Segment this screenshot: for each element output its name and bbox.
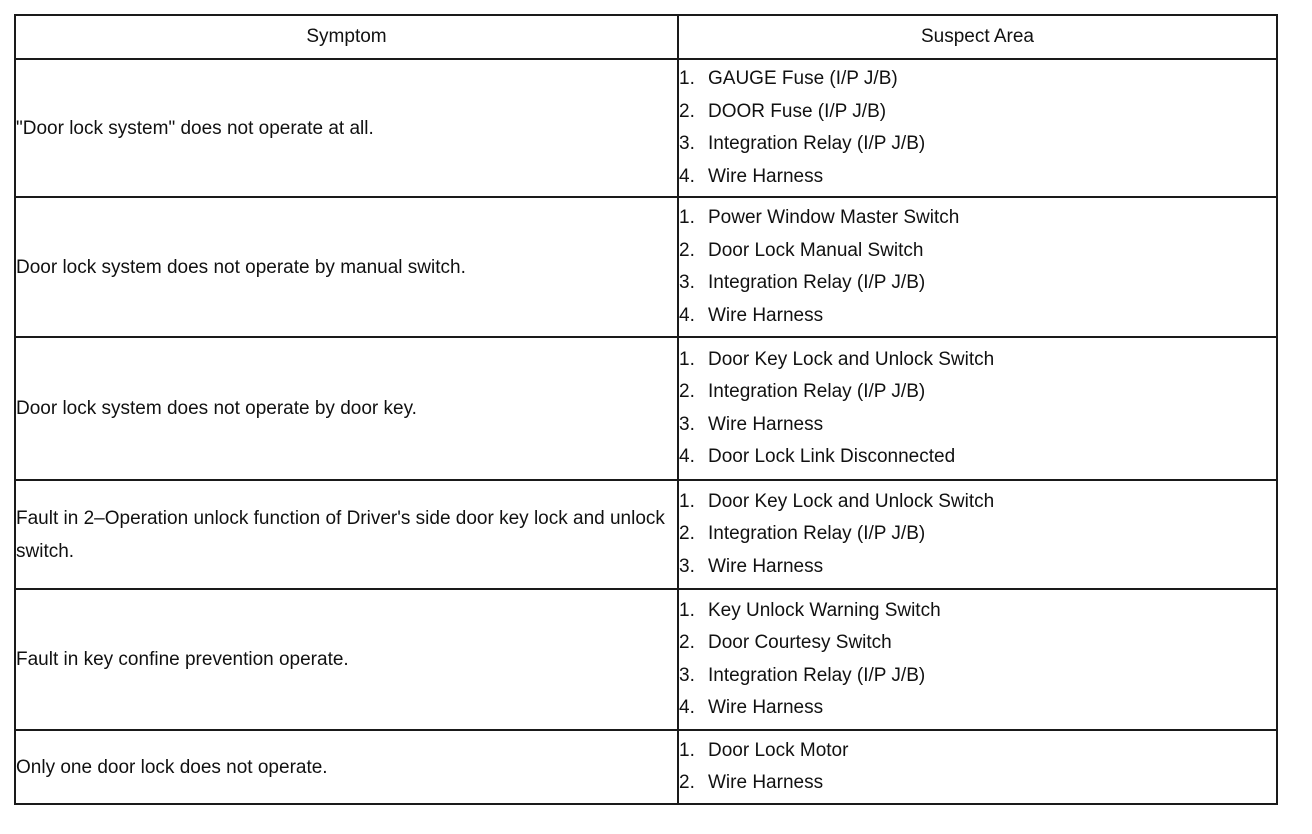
item-text: Power Window Master Switch	[708, 207, 960, 228]
item-number: 2.	[679, 772, 695, 793]
list-item	[679, 409, 1276, 442]
item-text: Integration Relay (I/P J/B)	[708, 523, 926, 545]
item-text: Integration Relay (I/P J/B)	[708, 381, 926, 402]
suspect-area-list	[679, 595, 1276, 725]
item-number: 2.	[679, 239, 695, 261]
item-text: DOOR Fuse (I/P J/B)	[708, 100, 887, 122]
item-text: Door Key Lock and Unlock Switch	[708, 348, 995, 370]
symptom-cell: Fault in key confine prevention operate.	[15, 589, 678, 730]
list-item	[679, 376, 1276, 409]
item-text: Wire Harness	[708, 772, 824, 793]
item-text: Key Unlock Warning Switch	[708, 599, 941, 621]
item-text: Integration Relay (I/P J/B)	[708, 133, 926, 154]
item-text: Door Lock Motor	[708, 739, 849, 761]
suspect-area-cell	[678, 337, 1277, 480]
suspect-area-cell	[678, 730, 1277, 804]
item-number: 2.	[679, 632, 695, 653]
list-item	[679, 161, 1276, 194]
item-text: Wire Harness	[708, 413, 824, 435]
list-item	[679, 595, 1276, 628]
item-text: Wire Harness	[708, 165, 824, 187]
symptom-cell: "Door lock system" does not operate at all.	[15, 59, 678, 197]
troubleshooting-table	[14, 14, 1278, 805]
item-number: 1.	[679, 739, 695, 761]
list-item	[679, 235, 1276, 268]
symptom-cell: Door lock system does not operate by manual switch.	[15, 197, 678, 337]
list-item	[679, 486, 1276, 519]
item-number: 4.	[679, 304, 695, 326]
list-item	[679, 551, 1276, 584]
suspect-area-list	[679, 735, 1276, 800]
list-item	[679, 692, 1276, 725]
item-number: 3.	[679, 272, 695, 293]
item-text: Wire Harness	[708, 697, 824, 718]
symptom-cell: Only one door lock does not operate.	[15, 730, 678, 804]
item-number: 1.	[679, 348, 695, 370]
list-item	[679, 344, 1276, 377]
symptom-cell: Fault in 2–Operation unlock function of Driver's side door key lock and unlock switch.	[15, 480, 678, 589]
suspect-area-list	[679, 344, 1276, 474]
symptom-column-header: Symptom	[15, 15, 678, 59]
item-text: Integration Relay (I/P J/B)	[708, 272, 926, 293]
list-item	[679, 267, 1276, 300]
item-number: 1.	[679, 490, 695, 512]
item-number: 3.	[679, 555, 695, 577]
table-row	[15, 480, 1277, 589]
item-number: 1.	[679, 207, 695, 228]
item-text: Door Lock Link Disconnected	[708, 446, 956, 467]
item-text: Door Key Lock and Unlock Switch	[708, 490, 995, 512]
suspect-area-cell	[678, 59, 1277, 197]
item-number: 1.	[679, 68, 695, 89]
table-row	[15, 59, 1277, 197]
item-text: Door Lock Manual Switch	[708, 239, 924, 261]
suspect-area-cell	[678, 589, 1277, 730]
list-item	[679, 518, 1276, 551]
item-text: Integration Relay (I/P J/B)	[708, 664, 926, 686]
item-number: 2.	[679, 381, 695, 402]
list-item	[679, 202, 1276, 235]
list-item	[679, 767, 1276, 800]
table-row	[15, 337, 1277, 480]
list-item	[679, 660, 1276, 693]
list-item	[679, 96, 1276, 129]
suspect-area-cell	[678, 480, 1277, 589]
table-row	[15, 730, 1277, 804]
suspect-area-list	[679, 202, 1276, 332]
table-header-row	[15, 15, 1277, 59]
suspect-area-list	[679, 486, 1276, 584]
list-item	[679, 735, 1276, 768]
list-item	[679, 627, 1276, 660]
symptom-cell: Door lock system does not operate by door key.	[15, 337, 678, 480]
item-text: GAUGE Fuse (I/P J/B)	[708, 68, 898, 89]
item-number: 4.	[679, 697, 695, 718]
item-text: Wire Harness	[708, 555, 824, 577]
item-text: Wire Harness	[708, 304, 824, 326]
item-text: Door Courtesy Switch	[708, 632, 892, 653]
item-number: 4.	[679, 165, 695, 187]
suspect-area-list	[679, 63, 1276, 193]
item-number: 3.	[679, 413, 695, 435]
list-item	[679, 128, 1276, 161]
table-row	[15, 197, 1277, 337]
list-item	[679, 63, 1276, 96]
suspect-area-cell	[678, 197, 1277, 337]
table-row	[15, 589, 1277, 730]
list-item	[679, 441, 1276, 474]
item-number: 2.	[679, 100, 695, 122]
suspect-area-column-header: Suspect Area	[678, 15, 1277, 59]
item-number: 3.	[679, 664, 695, 686]
item-number: 1.	[679, 599, 695, 621]
item-number: 3.	[679, 133, 695, 154]
list-item	[679, 300, 1276, 333]
item-number: 2.	[679, 523, 695, 545]
item-number: 4.	[679, 446, 695, 467]
